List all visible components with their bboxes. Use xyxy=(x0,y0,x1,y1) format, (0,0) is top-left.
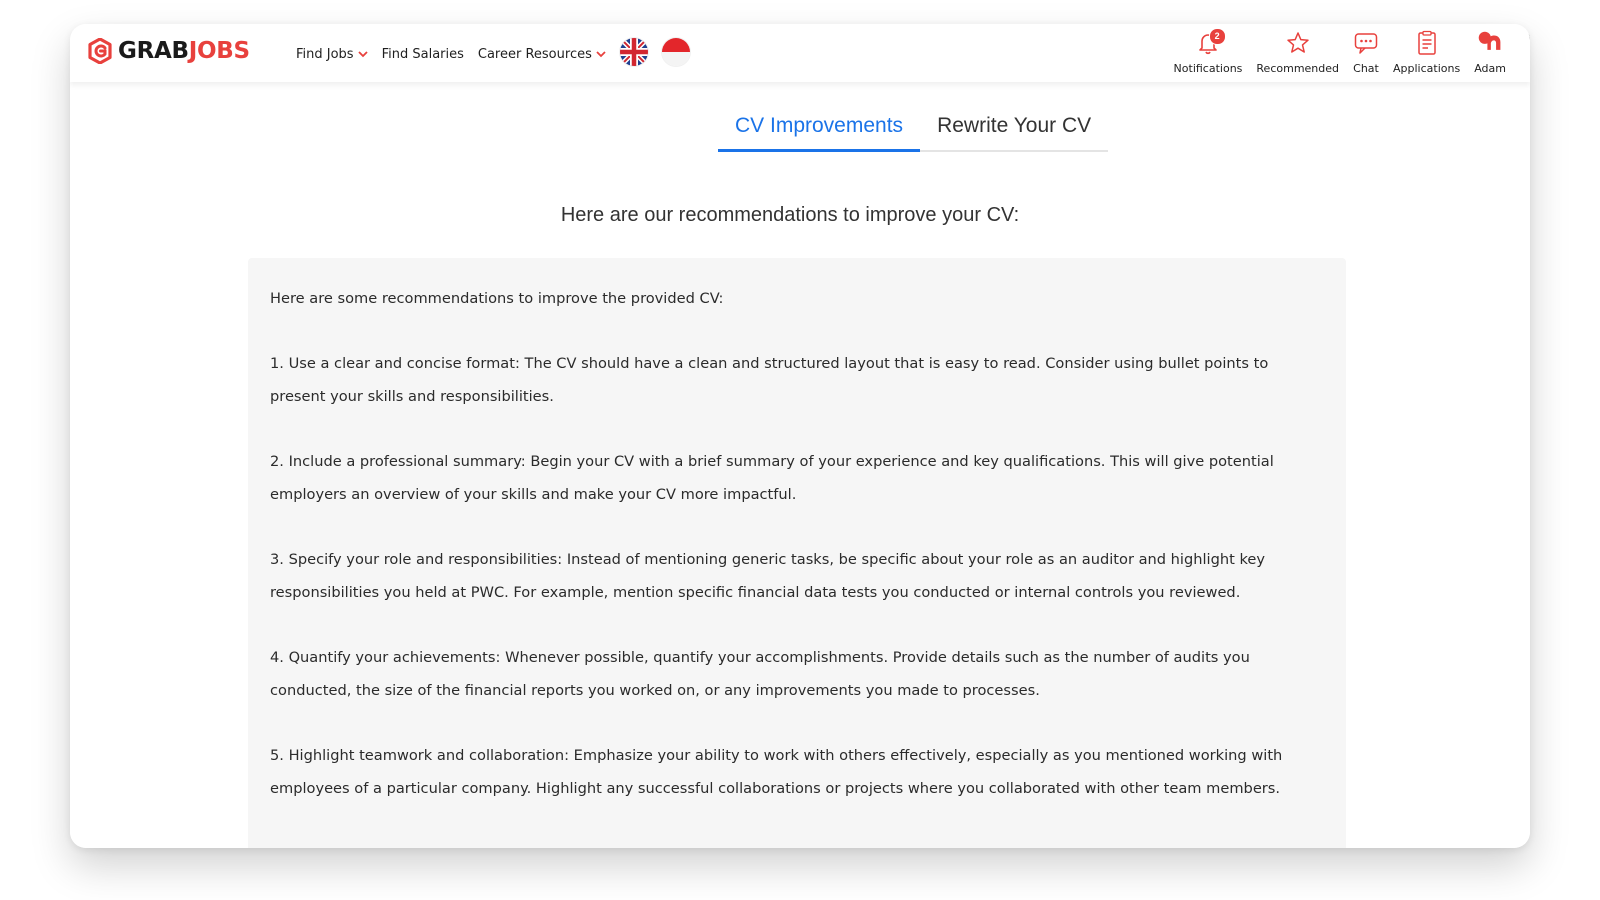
header-actions xyxy=(1174,30,1506,75)
avatar xyxy=(1477,30,1503,56)
profile-label: Adam xyxy=(1474,62,1506,75)
notifications-button[interactable] xyxy=(1174,30,1243,75)
recommendations-intro: Here are some recommendations to improve the provided CV: xyxy=(270,290,724,307)
chevron-down-icon xyxy=(596,50,606,58)
nav-career-resources-label: Career Resources xyxy=(477,46,592,62)
nav-find-salaries-label: Find Salaries xyxy=(381,46,464,62)
top-navbar xyxy=(70,24,1530,82)
grabjobs-logo[interactable] xyxy=(88,38,250,64)
logo-text-grab: GRAB xyxy=(118,38,189,64)
recommendation-item: 1. Use a clear and concise format: The CV should have a clean and structured layout that is easy to read. Consider using bullet points to present your skills and responsibilities. xyxy=(270,355,1269,405)
chevron-down-icon xyxy=(358,50,368,58)
chat-button[interactable] xyxy=(1353,30,1379,75)
recommendation-item: 4. Quantify your achievements: Whenever possible, quantify your accomplishments. Provide details such as the number of audits you conducted, the size of the financial reports you worked on, or any improvements you made to processes. xyxy=(270,649,1250,699)
applications-label: Applications xyxy=(1393,62,1461,75)
recommendations-heading: Here are our recommendations to improve your CV: xyxy=(560,204,1020,226)
chat-icon xyxy=(1353,30,1379,56)
nav-find-salaries[interactable] xyxy=(382,47,464,62)
browser-window xyxy=(70,24,1530,848)
tab-rewrite-your-cv[interactable]: Rewrite Your CV xyxy=(937,114,1092,137)
grabjobs-logo-icon xyxy=(88,38,112,64)
profile-button[interactable] xyxy=(1474,30,1506,75)
page-body xyxy=(70,82,1530,848)
logo-text xyxy=(118,38,250,64)
indonesia-flag-icon[interactable] xyxy=(662,38,690,66)
recommended-button[interactable] xyxy=(1256,30,1339,75)
tab-cv-improvements[interactable]: CV Improvements xyxy=(718,104,920,150)
nav-find-jobs[interactable] xyxy=(296,47,368,62)
recommendation-item: 3. Specify your role and responsibilities: Instead of mentioning generic tasks, be specific about your role as an auditor and highlight key responsibilities you held at PWC. For example, mention specific financial data tests you conducted or internal controls you reviewed. xyxy=(270,551,1266,601)
recommendation-item: 5. Highlight teamwork and collaboration: Emphasize your ability to work with others effectively, especially as you mentioned working with employees of a particular company. Highlight any successful collaborations or projects where you collaborated with other team members. xyxy=(270,747,1283,797)
main-nav xyxy=(296,42,690,66)
content-container xyxy=(188,82,1368,848)
recommendations-panel xyxy=(248,258,1346,848)
logo-text-jobs: JOBS xyxy=(188,38,250,64)
star-icon xyxy=(1285,30,1311,56)
recommended-label: Recommended xyxy=(1256,62,1340,75)
uk-flag-icon[interactable] xyxy=(620,38,648,66)
nav-career-resources[interactable] xyxy=(478,47,606,62)
chat-label: Chat xyxy=(1353,62,1379,75)
applications-button[interactable] xyxy=(1393,30,1460,75)
notifications-label: Notifications xyxy=(1173,62,1243,75)
notification-count-badge: 2 xyxy=(1209,28,1226,45)
nav-find-jobs-label: Find Jobs xyxy=(296,46,354,62)
recommendation-item: 2. Include a professional summary: Begin your CV with a brief summary of your experience and key qualifications. This will give potential employers an overview of your skills and make your CV more impactful. xyxy=(270,453,1274,503)
cv-tabs xyxy=(718,104,1108,152)
document-icon xyxy=(1414,30,1440,56)
